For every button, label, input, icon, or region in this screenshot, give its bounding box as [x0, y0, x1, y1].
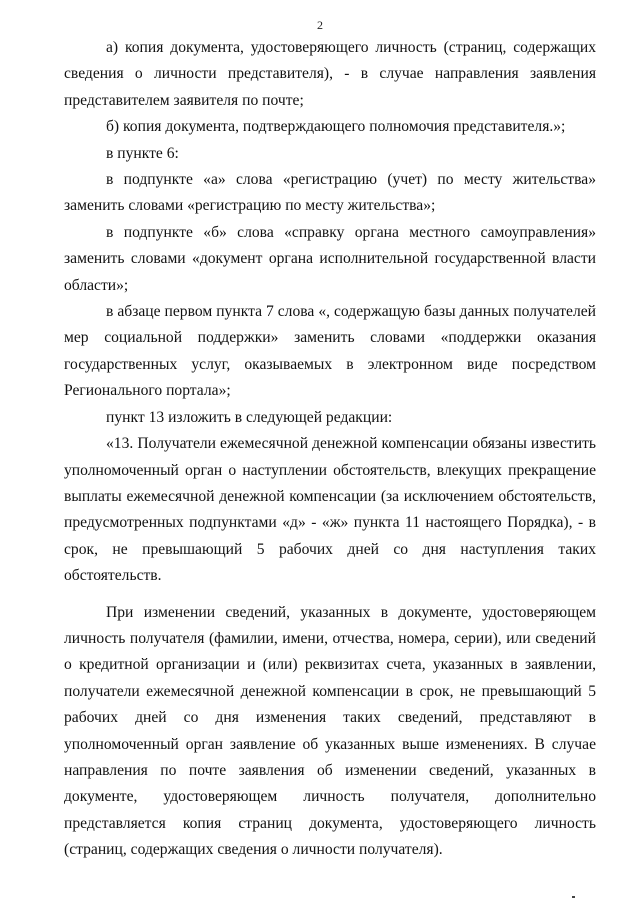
document-body — [64, 35, 596, 864]
paragraph-item-b: б) копия документа, подтверждающего полномочия представителя.»; — [106, 118, 566, 136]
paragraph-subpoint-a: в подпункте «а» слова «регистрацию (учет) по месту жительства» заменить словами «регистрацию по месту жительства»; — [64, 171, 596, 215]
page-number: 2 — [317, 18, 323, 32]
paragraph-point-13-intro: пункт 13 изложить в следующей редакции: — [106, 408, 393, 426]
paragraph-point-7: в абзаце первом пункта 7 слова «, содержащую базы данных получателей мер социальной поддержки» заменить словами «поддержки оказания государственных услуг, оказываемых в электронном виде посредством Регионального портала»; — [64, 303, 596, 400]
scan-mark — [572, 896, 575, 898]
paragraph-item-a: а) копия документа, удостоверяющего личность (страниц, содержащих сведения о личности представителя), - в случае направления заявления представителем заявителя по почте; — [64, 39, 596, 109]
paragraph-subpoint-b: в подпункте «б» слова «справку органа местного самоуправления» заменить словами «документ органа исполнительной государственной власти области»; — [64, 223, 596, 294]
paragraph-changes: При изменении сведений, указанных в документе, удостоверяющем личность получателя (фамилии, имени, отчества, номера, серии), или сведений о кредитной организации и (или) реквизитах счета, указанных в заявлении, получатели ежемесячной денежной компенсации в срок, не превышающий 5 рабочих дней со дня изменения таких сведений, представляют в уполномоченный орган заявление об указанных выше изменениях. В случае направления по почте заявления об изменении сведений, указанных в документе, удостоверяющем личность получателя, дополнительно представляется копия страниц документа, удостоверяющего личность (страниц, содержащих сведения о личности получателя). — [64, 603, 596, 859]
paragraph-point-6: в пункте 6: — [106, 144, 179, 162]
paragraph-point-13-text: «13. Получатели ежемесячной денежной компенсации обязаны известить уполномоченный орган о наступлении обстоятельств, влекущих прекращение выплаты ежемесячной денежной компенсации (за исключением обстоятельств, предусмотренных подпунктами «д» - «ж» пункта 11 настоящего Порядка), - в срок, не превышающий 5 рабочих дней со дня наступления таких обстоятельств. — [64, 435, 596, 585]
